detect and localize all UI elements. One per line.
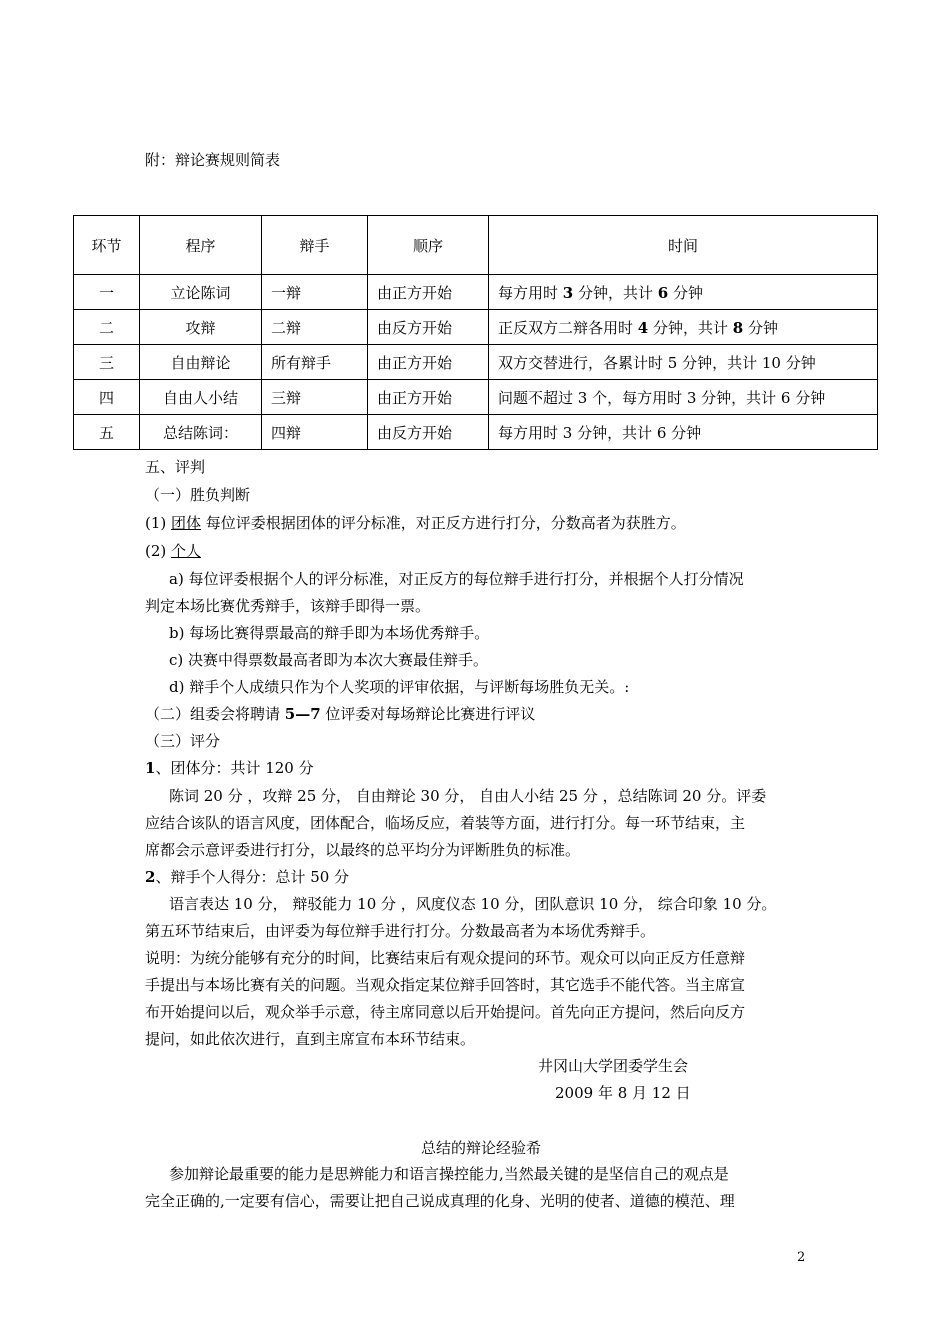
debater-cell: 二辩 (262, 310, 368, 345)
program-cell: 攻辩 (140, 310, 262, 345)
paragraph-line: c) 决赛中得票数最高者即为本次大赛最佳辩手。 (169, 651, 489, 669)
order-cell: 由反方开始 (368, 310, 489, 345)
stage-cell: 四 (74, 380, 140, 415)
paragraph-line: 完全正确的,一定要有信心，需要让把自己说成真理的化身、光明的使者、道德的模范、理 (145, 1192, 735, 1210)
paragraph-line: 席都会示意评委进行打分，以最终的总平均分为评断胜负的标准。 (145, 841, 581, 859)
page-number: 2 (797, 1250, 806, 1265)
header-cell: 辩手 (262, 216, 368, 275)
table-row (74, 415, 878, 450)
stage-cell: 五 (74, 415, 140, 450)
program-cell: 自由辩论 (140, 345, 262, 380)
paragraph-line: 判定本场比赛优秀辩手，该辩手即得一票。 (145, 597, 431, 615)
subsection-heading: （三）评分 (145, 732, 221, 750)
paragraph-line: (2) 个人 (145, 542, 202, 560)
table-row (74, 380, 878, 415)
article-title: 总结的辩论经验希 (421, 1139, 542, 1157)
order-cell: 由正方开始 (368, 275, 489, 310)
paragraph-line: 第五环节结束后，由评委为每位辩手进行打分。分数最高者为本场优秀辩手。 (145, 922, 656, 940)
paragraph-line: b) 每场比赛得票最高的辩手即为本场优秀辩手。 (169, 624, 490, 642)
order-cell: 由正方开始 (368, 380, 489, 415)
subsection-heading: （一）胜负判断 (145, 486, 251, 504)
paragraph-line: 陈词 20 分 ，攻辩 25 分， 自由辩论 30 分， 自由人小结 25 分 ，总结陈词 20 分。评委 (169, 787, 767, 805)
paragraph-line: 布开始提问以后，观众举手示意，待主席同意以后开始提问。首先向正方提问，然后向反方 (145, 1003, 746, 1021)
stage-cell: 一 (74, 275, 140, 310)
debater-cell: 一辩 (262, 275, 368, 310)
time-cell: 正反双方二辩各用时 4 分钟，共计 8 分钟 (489, 310, 878, 345)
paragraph-line: 手提出与本场比赛有关的问题。当观众指定某位辩手回答时，其它选手不能代答。当主席宣 (145, 976, 746, 994)
debater-cell: 所有辩手 (262, 345, 368, 380)
program-cell: 立论陈词 (140, 275, 262, 310)
time-cell: 每方用时 3 分钟，共计 6 分钟 (489, 275, 878, 310)
paragraph-line: 2、辩手个人得分：总计 50 分 (145, 868, 350, 886)
paragraph-line: 语言表达 10 分， 辩驳能力 10 分 ，风度仪态 10 分，团队意识 10 分， 综合印象 10 分。 (169, 895, 777, 913)
order-cell: 由正方开始 (368, 345, 489, 380)
paragraph-line: 1、团体分：共计 120 分 (145, 759, 314, 777)
time-cell: 双方交替进行，各累计时 5 分钟，共计 10 分钟 (489, 345, 878, 380)
debater-cell: 四辩 (262, 415, 368, 450)
time-cell: 每方用时 3 分钟，共计 6 分钟 (489, 415, 878, 450)
signature-date: 2009 年 8 月 12 日 (555, 1084, 691, 1102)
header-cell: 程序 (140, 216, 262, 275)
paragraph-line: (1) 团体 每位评委根据团体的评分标准，对正反方进行打分，分数高者为获胜方。 (145, 514, 686, 532)
debater-cell: 三辩 (262, 380, 368, 415)
subsection-heading: （二）组委会将聘请 5—7 位评委对每场辩论比赛进行评议 (145, 705, 536, 723)
organization-signature: 井冈山大学团委学生会 (538, 1057, 689, 1075)
program-cell: 自由人小结 (140, 380, 262, 415)
program-cell: 总结陈词： (140, 415, 262, 450)
paragraph-line: d) 辩手个人成绩只作为个人奖项的评审依据，与评断每场胜负无关。: (169, 678, 630, 696)
header-cell: 时间 (489, 216, 878, 275)
header-cell: 顺序 (368, 216, 489, 275)
header-cell: 环节 (74, 216, 140, 275)
table-header-row (74, 216, 878, 275)
paragraph-line: 参加辩论最重要的能力是思辨能力和语言操控能力,当然最关键的是坚信自己的观点是 (169, 1165, 729, 1183)
table-row (74, 345, 878, 380)
paragraph-line: 应结合该队的语言风度，团体配合，临场反应，着装等方面，进行打分。每一环节结束，主 (145, 814, 746, 832)
stage-cell: 三 (74, 345, 140, 380)
paragraph-line: 提问，如此依次进行，直到主席宣布本环节结束。 (145, 1030, 476, 1048)
time-cell: 问题不超过 3 个，每方用时 3 分钟，共计 6 分钟 (489, 380, 878, 415)
debate-rules-table (73, 215, 878, 450)
table-row (74, 275, 878, 310)
paragraph-line: 说明：为统分能够有充分的时间，比赛结束后有观众提问的环节。观众可以向正反方任意辩 (145, 949, 746, 967)
order-cell: 由反方开始 (368, 415, 489, 450)
stage-cell: 二 (74, 310, 140, 345)
paragraph-line: a) 每位评委根据个人的评分标准，对正反方的每位辩手进行打分，并根据个人打分情况 (169, 570, 744, 588)
appendix-caption: 附：辩论赛规则简表 (145, 151, 281, 169)
table-row (74, 310, 878, 345)
section-heading: 五、评判 (145, 458, 206, 476)
